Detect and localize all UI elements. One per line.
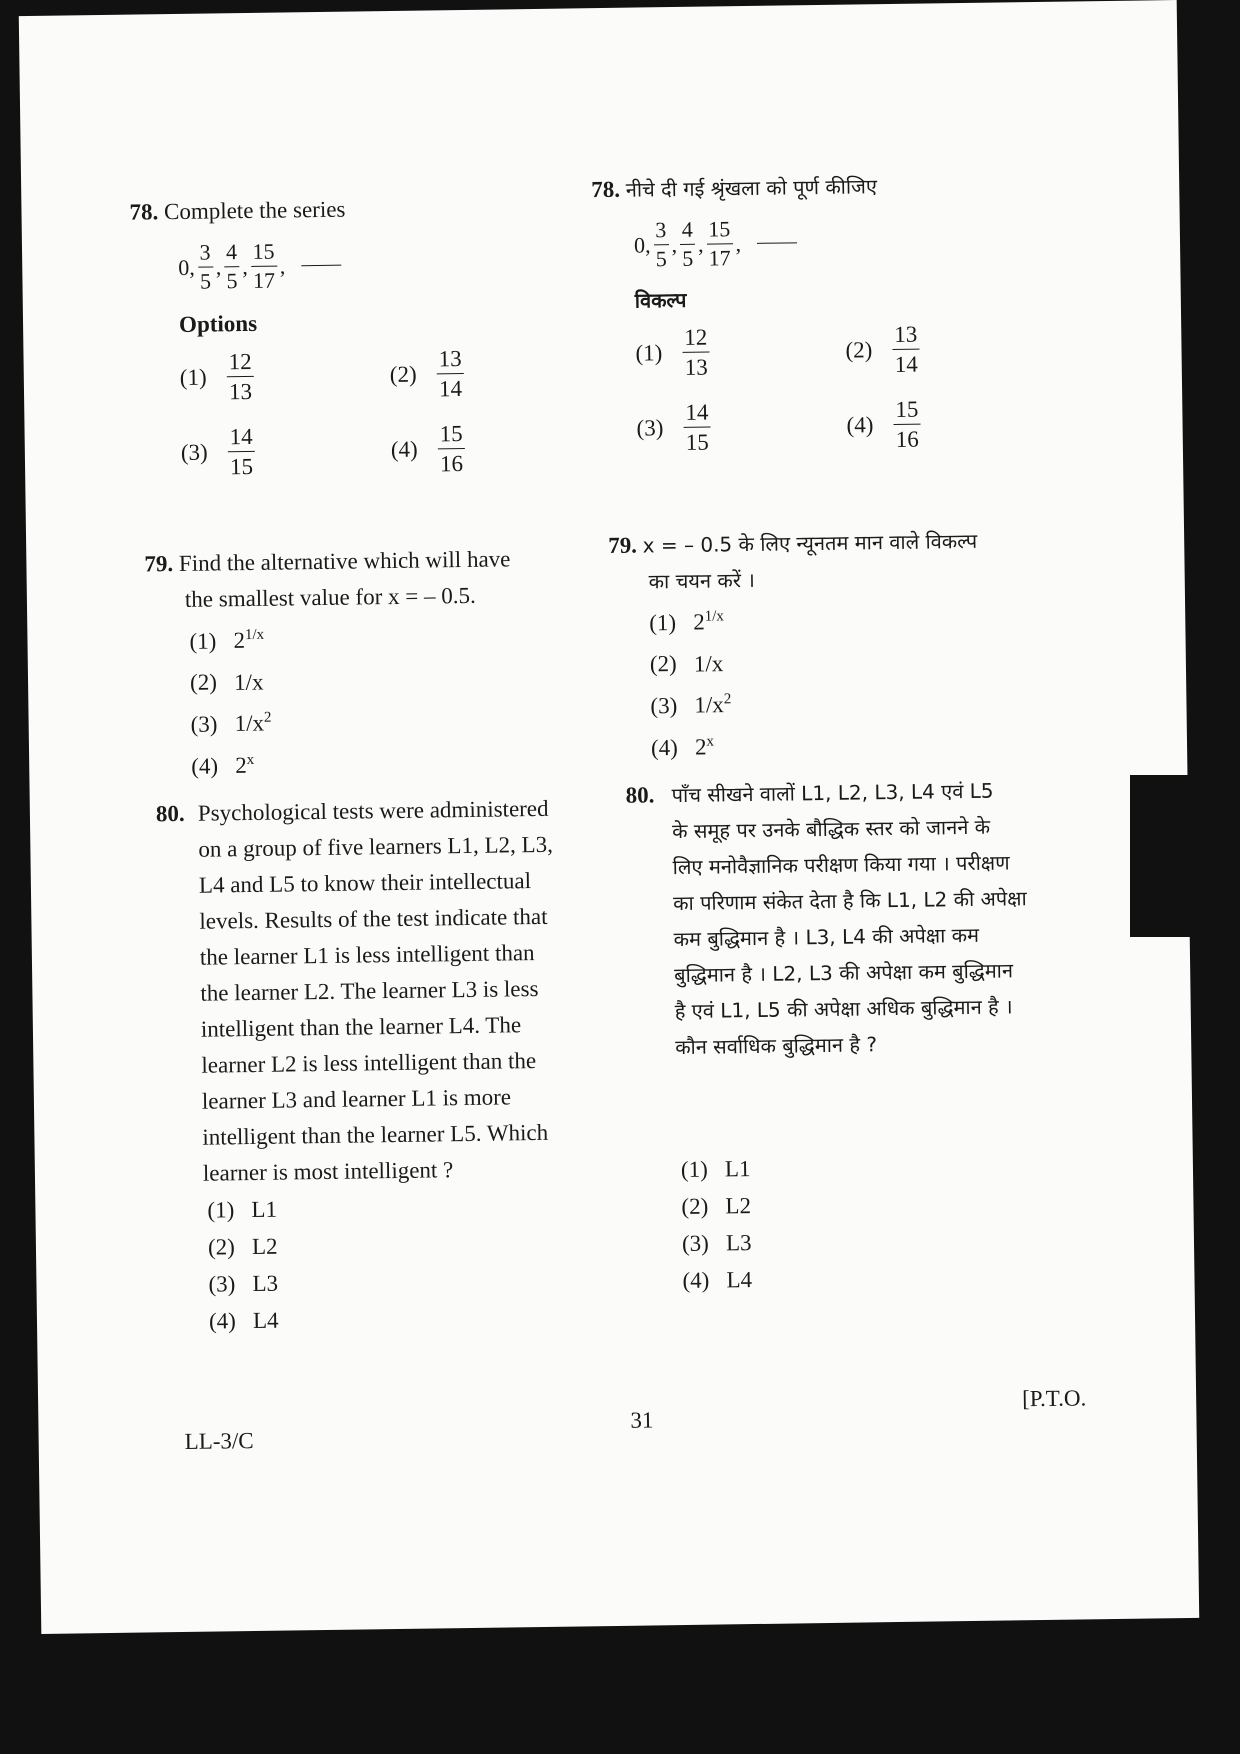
paragraph-line: intelligent than the learner L5. Which bbox=[202, 1119, 549, 1150]
option-2[interactable]: (2) L2 bbox=[681, 1193, 752, 1220]
paragraph-line: है एवं L1, L5 की अपेक्षा अधिक बुद्धिमान है । bbox=[674, 994, 1013, 1024]
paragraph-line: the learner L2. The learner L3 is less bbox=[200, 976, 539, 1006]
question-78-english bbox=[129, 188, 593, 479]
options-heading: विकल्प bbox=[634, 287, 687, 313]
option-1[interactable]: (1) L1 bbox=[207, 1196, 278, 1223]
question-text: Complete the series bbox=[163, 196, 346, 225]
question-80-english bbox=[156, 790, 634, 1341]
option-1[interactable]: (1) L1 bbox=[680, 1156, 751, 1183]
question-79-english bbox=[144, 540, 607, 785]
question-number: 80. bbox=[155, 800, 185, 827]
paragraph-line: the learner L1 is less intelligent than bbox=[199, 940, 535, 970]
options-grid bbox=[179, 345, 593, 479]
question-body bbox=[625, 771, 1099, 1066]
question-text-line: का चयन करें । bbox=[648, 567, 756, 594]
option-4[interactable]: (4) $\frac{15}{16}$ bbox=[390, 421, 464, 477]
question-text-line: x = – 0.5 के लिए न्यूनतम मान वाले विकल्प bbox=[642, 528, 978, 558]
series-start: 0, bbox=[178, 254, 195, 280]
option-1[interactable]: (1) $2^{1/x}$ bbox=[189, 626, 265, 654]
series-term: $\frac{4}{5}$ bbox=[681, 216, 694, 271]
question-text-line: Find the alternative which will have bbox=[178, 546, 511, 576]
option-1[interactable]: (1) $2^{1/x}$ bbox=[649, 608, 724, 636]
paragraph-line: के समूह पर उनके बौद्धिक स्तर को जानने के bbox=[672, 814, 991, 844]
options-list bbox=[207, 1186, 633, 1340]
question-number: 78. bbox=[129, 199, 159, 225]
options-list bbox=[649, 594, 1071, 766]
paragraph-line: intelligent than the learner L4. The bbox=[200, 1012, 522, 1042]
paragraph-line: L4 and L5 to know their intellectual bbox=[198, 868, 532, 898]
paragraph-line: कम बुद्धिमान है । L3, L4 की अपेक्षा कम bbox=[673, 922, 980, 952]
option-2[interactable]: (2) 1/x bbox=[189, 669, 264, 696]
option-1[interactable]: (1) $\frac{12}{13}$ bbox=[179, 348, 253, 405]
option-3[interactable]: (3) $1/x^2$ bbox=[190, 710, 272, 737]
paragraph-line: learner is most intelligent ? bbox=[202, 1157, 454, 1186]
page-number: 31 bbox=[630, 1407, 654, 1433]
paragraph-line: कौन सर्वाधिक बुद्धिमान है ? bbox=[675, 1032, 878, 1060]
exam-page bbox=[19, 0, 1199, 1634]
paragraph-line: लिए मनोवैज्ञानिक परीक्षण किया गया । परीक्षण bbox=[672, 850, 1010, 880]
series-blank bbox=[301, 265, 341, 267]
option-4[interactable]: (4) L4 bbox=[682, 1267, 753, 1294]
question-number: 78. bbox=[591, 176, 621, 203]
question-number: 79. bbox=[608, 532, 638, 558]
paragraph-line: का परिणाम संकेत देता है कि L1, L2 की अपेक्षा bbox=[673, 886, 1027, 916]
options-list bbox=[681, 1145, 1103, 1299]
option-2[interactable]: (2) 1/x bbox=[649, 650, 724, 677]
option-1[interactable]: (1) $\frac{12}{13}$ bbox=[635, 324, 708, 380]
number-series: 0, $\frac{3}{5}$ , $\frac{4}{5}$ , $\frac{15}{17}$ , bbox=[178, 236, 591, 293]
series-term: $\frac{15}{17}$ bbox=[252, 238, 276, 293]
question-text: नीचे दी गई श्रृंखला को पूर्ण कीजिए bbox=[625, 174, 878, 202]
paragraph-line: Psychological tests were administered bbox=[197, 795, 549, 826]
scan-shadow bbox=[1130, 775, 1240, 937]
option-3[interactable]: (3) $1/x^2$ bbox=[650, 691, 732, 719]
option-3[interactable]: (3) L3 bbox=[208, 1270, 279, 1297]
paragraph-line: levels. Results of the test indicate that bbox=[199, 903, 548, 934]
options-grid bbox=[635, 320, 1075, 454]
paragraph-line: on a group of five learners L1, L2, L3, bbox=[198, 831, 554, 862]
series-start: 0, bbox=[633, 231, 651, 258]
series-term: $\frac{3}{5}$ bbox=[655, 217, 667, 272]
option-3[interactable]: (3) $\frac{14}{15}$ bbox=[180, 423, 254, 480]
series-term: $\frac{15}{17}$ bbox=[708, 216, 731, 271]
question-number: 79. bbox=[144, 551, 174, 577]
paper-code: LL-3/C bbox=[184, 1428, 254, 1454]
option-3[interactable]: (3) L3 bbox=[681, 1230, 752, 1257]
options-heading: Options bbox=[178, 310, 258, 337]
question-body bbox=[156, 790, 631, 1193]
question-78-hindi bbox=[591, 165, 1075, 455]
question-paragraph bbox=[671, 771, 1095, 1065]
paragraph-line: learner L3 and learner L1 is more bbox=[201, 1084, 512, 1114]
question-paragraph bbox=[198, 790, 613, 1192]
please-turn-over: [P.T.O. bbox=[1021, 1385, 1087, 1412]
option-4[interactable]: (4) L4 bbox=[208, 1307, 279, 1334]
option-2[interactable]: (2) L2 bbox=[207, 1233, 278, 1260]
options-list bbox=[189, 612, 607, 784]
series-term: $\frac{3}{5}$ bbox=[199, 239, 212, 294]
paragraph-line: पाँच सीखने वालों L1, L2, L3, L4 एवं L5 bbox=[671, 778, 994, 808]
question-79-hindi bbox=[608, 522, 1071, 767]
option-2[interactable]: (2) $\frac{13}{14}$ bbox=[389, 346, 463, 402]
option-2[interactable]: (2) $\frac{13}{14}$ bbox=[845, 321, 918, 377]
option-4[interactable]: (4) 2$^x$ bbox=[650, 733, 715, 761]
paragraph-line: बुद्धिमान है । L2, L3 की अपेक्षा कम बुद्धिमान bbox=[674, 958, 1014, 988]
question-number: 80. bbox=[625, 782, 655, 808]
paragraph-line: learner L2 is less intelligent than the bbox=[201, 1048, 537, 1078]
option-4[interactable]: (4) $\frac{15}{16}$ bbox=[846, 396, 919, 452]
series-term: $\frac{4}{5}$ bbox=[225, 239, 238, 294]
option-3[interactable]: (3) $\frac{14}{15}$ bbox=[636, 399, 709, 455]
question-text-line: the smallest value for x = – 0.5. bbox=[184, 582, 476, 612]
option-4[interactable]: (4) 2$^x$ bbox=[191, 751, 255, 779]
series-blank bbox=[757, 242, 797, 244]
question-80-hindi bbox=[625, 771, 1102, 1300]
number-series: 0, $\frac{3}{5}$ , $\frac{4}{5}$ , $\frac{15}{17}$ , bbox=[634, 213, 1073, 270]
